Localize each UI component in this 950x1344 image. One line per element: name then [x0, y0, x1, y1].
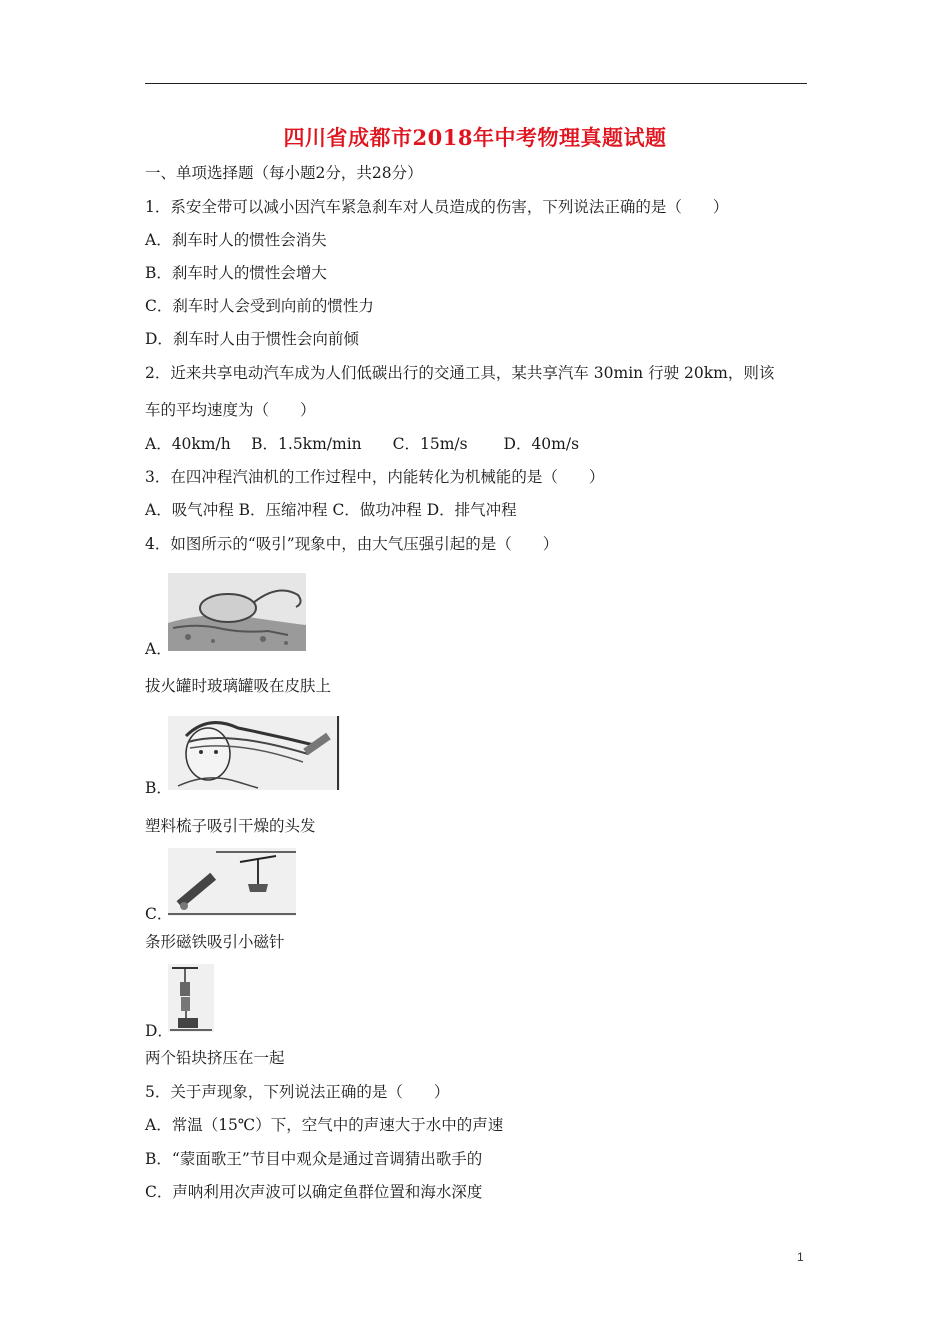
q5-option-c: C．声呐利用次声波可以确定鱼群位置和海水深度: [145, 1183, 483, 1201]
lead-blocks-image: [168, 964, 214, 1032]
q1-option-c: C．刹车时人会受到向前的惯性力: [145, 297, 374, 315]
q4-option-d-label: D．: [145, 1022, 173, 1040]
comb-hair-image: [168, 716, 340, 790]
q5-option-a: A．常温（15℃）下，空气中的声速大于水中的声速: [145, 1116, 504, 1134]
q2-stem-line2: 车的平均速度为（ ）: [145, 401, 316, 419]
q3-stem: 3．在四冲程汽油机的工作过程中，内能转化为机械能的是（ ）: [145, 468, 605, 486]
q4-option-b-label: B．: [145, 779, 172, 797]
q5-option-b: B．“蒙面歌王”节目中观众是通过音调猜出歌手的: [145, 1150, 483, 1168]
q1-option-a: A．刹车时人的惯性会消失: [145, 231, 327, 249]
q2-stem-line1: 2．近来共享电动汽车成为人们低碳出行的交通工具，某共享汽车 30min 行驶 20km，则该: [145, 364, 775, 382]
magnet-needle-image: [168, 848, 296, 916]
q4-option-c-caption: 条形磁铁吸引小磁针: [145, 933, 285, 951]
q1-stem: 1．系安全带可以减小因汽车紧急刹车对人员造成的伤害，下列说法正确的是（ ）: [145, 198, 729, 216]
q1-option-d: D．刹车时人由于惯性会向前倾: [145, 330, 359, 348]
q4-option-d-caption: 两个铅块挤压在一起: [145, 1049, 285, 1067]
q5-stem: 5．关于声现象，下列说法正确的是（ ）: [145, 1083, 450, 1101]
cupping-image: [168, 573, 306, 651]
q4-option-a-caption: 拔火罐时玻璃罐吸在皮肤上: [145, 677, 332, 695]
q3-options: A．吸气冲程 B．压缩冲程 C．做功冲程 D．排气冲程: [145, 501, 517, 519]
q4-option-c-label: C．: [145, 905, 173, 923]
q4-option-a-label: A．: [145, 640, 172, 658]
q1-option-b: B．刹车时人的惯性会增大: [145, 264, 327, 282]
q4-option-b-caption: 塑料梳子吸引干燥的头发: [145, 817, 316, 835]
page-number: 1: [797, 1250, 804, 1264]
header-rule: [145, 83, 807, 84]
page-title: 四川省成都市2018年中考物理真题试题: [283, 125, 667, 150]
q2-options: A．40km/h B．1.5km/min C．15m/s D．40m/s: [145, 435, 580, 453]
q4-stem: 4．如图所示的“吸引”现象中，由大气压强引起的是（ ）: [145, 535, 559, 553]
section-heading: 一、单项选择题（每小题2分，共28分）: [145, 164, 423, 182]
